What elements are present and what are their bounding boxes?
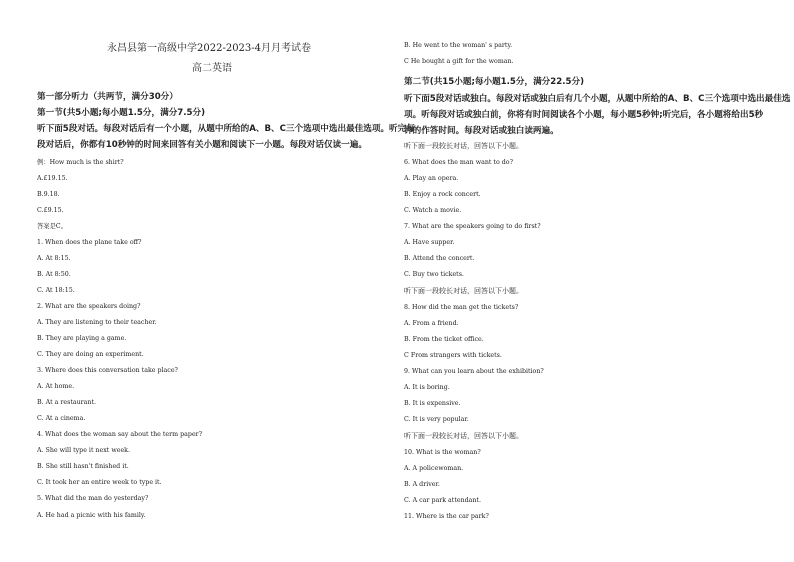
question-7: 7. What are the speakers going to do first? <box>404 223 541 230</box>
question-2-option-c: C. They are doing an experiment. <box>37 351 144 358</box>
question-3: 3. Where does this conversation take place? <box>37 367 178 374</box>
question-10: 10. What is the woman? <box>404 449 481 456</box>
question-7-option-a: A. Have supper. <box>404 239 455 246</box>
exam-subtitle: 高二英语 <box>192 63 232 74</box>
question-10-option-a: A. A policewoman. <box>404 465 464 472</box>
question-6-option-b: B. Enjoy a rock concert. <box>404 191 481 198</box>
question-1-option-b: B. At 8:50. <box>37 271 71 278</box>
hint-questions-6-7: 听下面一段较长对话，回答以下小题。 <box>404 142 523 150</box>
question-3-option-b: B. At a restaurant. <box>37 399 97 406</box>
exam-title: 永昌县第一高级中学2022-2023-4月月考试卷 <box>107 43 312 54</box>
question-9-option-a: A. It is boring. <box>404 384 450 391</box>
question-5-option-c: C He bought a gift for the woman. <box>404 58 514 65</box>
example-option-b: B.9.18. <box>37 191 60 198</box>
example-option-a: A.£19.15. <box>37 175 68 182</box>
question-6: 6. What does the man want to do? <box>404 159 513 166</box>
question-10-option-c: C. A car park attendant. <box>404 497 482 504</box>
question-11: 11. Where is the car park? <box>404 513 489 520</box>
example-option-c: C.£9.15. <box>37 207 64 214</box>
question-4-option-c: C. It took her an entire week to type it. <box>37 479 162 486</box>
question-5-option-a: A. He had a picnic with his family. <box>37 512 146 519</box>
question-8-option-b: B. From the ticket office. <box>404 336 484 343</box>
section2-instructions-line1: 听下面5段对话或独白。每段对话或独白后有几个小题，从题中所给的A、B、C三个选项中选出最佳选 <box>404 94 791 104</box>
question-7-option-b: B. Attend the concert. <box>404 255 475 262</box>
section2-instructions-line2: 项。听每段对话或独白前，你将有时间阅读各个小题，每小题5秒钟;听完后，各小题将给出5秒 <box>404 110 764 120</box>
section2-instructions-line3: 钟的作答时间。每段对话或独白读两遍。 <box>404 126 559 136</box>
question-5: 5. What did the man do yesterday? <box>37 495 149 502</box>
question-1: 1. When does the plane take off? <box>37 239 142 246</box>
question-8-option-c: C From strangers with tickets. <box>404 352 502 359</box>
question-1-option-a: A. At 8:15. <box>37 255 71 262</box>
section1-instructions-line1: 听下面5段对话。每段对话后有一个小题，从题中所给的A、B、C三个选项中选出最佳选项。听完每 <box>37 124 415 134</box>
question-4-option-b: B. She still hasn't finished it. <box>37 463 129 470</box>
question-6-option-c: C. Watch a movie. <box>404 207 462 214</box>
question-9: 9. What can you learn about the exhibition? <box>404 368 544 375</box>
section1-heading: 第一节(共5小题;每小题1.5分，满分7.5分) <box>37 108 206 118</box>
part1-heading: 第一部分听力（共两节，满分30分） <box>37 92 178 102</box>
question-2-option-b: B. They are playing a game. <box>37 335 127 342</box>
question-8-option-a: A. From a friend. <box>404 320 459 327</box>
question-1-option-c: C. At 18:15. <box>37 287 75 294</box>
question-7-option-c: C. Buy two tickets. <box>404 271 464 278</box>
hint-questions-10-11: 听下面一段较长对话，回答以下小题。 <box>404 432 523 440</box>
question-4-option-a: A. She will type it next week. <box>37 447 130 454</box>
question-10-option-b: B. A driver. <box>404 481 440 488</box>
question-2: 2. What are the speakers doing? <box>37 303 141 310</box>
question-6-option-a: A. Play an opera. <box>404 175 459 182</box>
question-9-option-c: C. It is very popular. <box>404 416 469 423</box>
hint-questions-8-9: 听下面一段较长对话，回答以下小题。 <box>404 287 523 295</box>
question-5-option-b: B. He went to the woman' s party. <box>404 42 513 49</box>
question-8: 8. How did the man get the tickets? <box>404 304 519 311</box>
question-2-option-a: A. They are listening to their teacher. <box>37 319 157 326</box>
section1-instructions-line2: 段对话后，你都有10秒钟的时间来回答有关小题和阅读下一小题。每段对话仅读一遍。 <box>37 140 367 150</box>
question-4: 4. What does the woman say about the term paper? <box>37 431 203 438</box>
question-3-option-a: A. At home. <box>37 383 75 390</box>
section2-heading: 第二节(共15小题;每小题1.5分，满分22.5分) <box>404 77 584 87</box>
example-question: 例：How much is the shirt? <box>37 159 124 166</box>
example-answer: 答案是C。 <box>37 223 68 230</box>
question-3-option-c: C. At a cinema. <box>37 415 86 422</box>
question-9-option-b: B. It is expensive. <box>404 400 461 407</box>
